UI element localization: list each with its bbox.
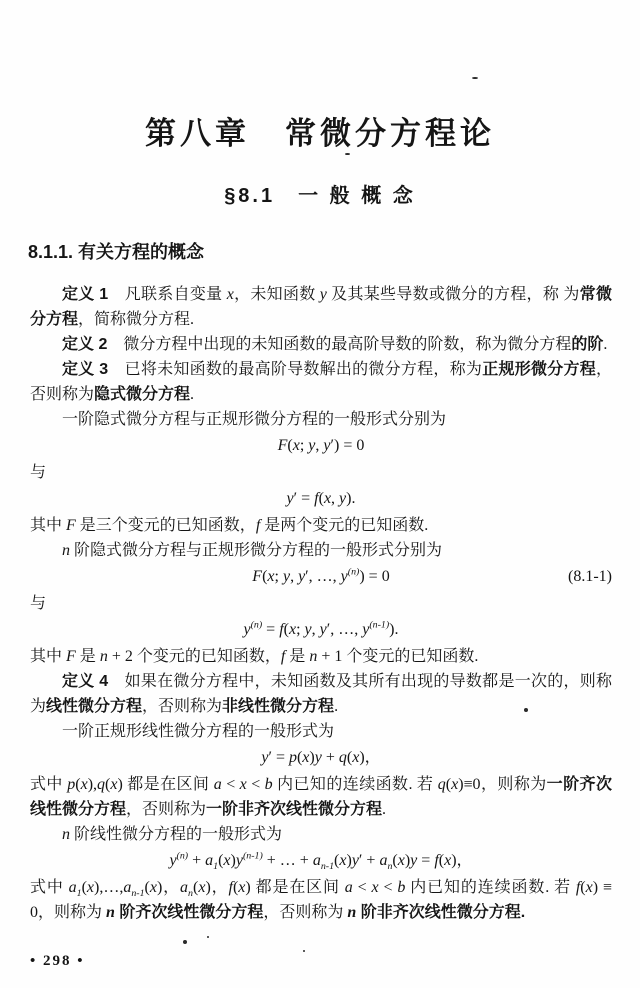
equation-number: (8.1-1): [568, 568, 612, 585]
text-segment: n-1: [320, 861, 335, 873]
text-segment: 微分方程.: [456, 904, 526, 921]
text-segment: <: [246, 776, 265, 793]
text-segment: ,: [331, 490, 340, 507]
text-segment: f: [434, 852, 439, 869]
text-segment: x: [238, 879, 246, 896]
text-segment: (: [283, 621, 289, 638]
text-segment: 一阶齐次线性微分方程: [30, 776, 612, 818]
text-segment: a: [123, 879, 132, 896]
text-segment: (: [75, 776, 81, 793]
text-segment: )，: [205, 879, 229, 896]
chapter-title: 第八章 常微分方程论: [145, 116, 495, 151]
text-segment: 是: [285, 648, 310, 665]
text-segment: ，否则称为: [126, 801, 207, 818]
text-paragraph: [30, 772, 612, 822]
text-segment: 微分方程中出现的未知函数的最高阶导数的阶数，称为微分方程: [107, 336, 572, 353]
scan-artifact: [472, 77, 478, 79]
text-segment: y: [298, 568, 306, 585]
text-segment: (: [334, 852, 340, 869]
text-segment: x: [198, 879, 206, 896]
text-segment: 1: [76, 888, 82, 900]
text-segment: 已将未知函数的最高阶导数解出的微分方程，称为: [108, 361, 483, 378]
text-segment: 定义 4: [62, 673, 109, 690]
text-segment: ′ +: [358, 852, 380, 869]
text-segment: 与: [30, 464, 47, 481]
text-segment: ).: [389, 621, 399, 638]
text-segment: x: [302, 749, 310, 766]
text-segment: F: [66, 648, 76, 665]
text-segment: )，: [156, 879, 181, 896]
text-segment: n: [62, 826, 70, 843]
text-paragraph: [30, 822, 612, 847]
text-segment: ) 都是在区间: [117, 776, 214, 793]
text-segment: x: [585, 879, 593, 896]
text-segment: x: [149, 879, 157, 896]
text-segment: ，否则称为: [263, 904, 348, 921]
text-segment: +: [188, 852, 206, 869]
text-segment: y: [410, 852, 418, 869]
scan-artifact: [524, 708, 528, 712]
text-segment: f: [280, 648, 286, 665]
text-segment: y: [323, 437, 331, 454]
text-segment: 其中: [30, 648, 67, 665]
text-segment: (: [580, 879, 586, 896]
text-segment: 线性微分方程: [46, 698, 143, 715]
text-segment: + 1 个变元的已知函数.: [317, 648, 479, 665]
text-segment: .: [603, 336, 608, 353]
text-segment: ，未知函数: [233, 286, 320, 303]
text-segment: ′, …,: [326, 621, 363, 638]
text-segment: ),…,: [94, 879, 124, 896]
text-segment: x: [86, 879, 94, 896]
text-segment: 其中: [30, 517, 67, 534]
text-segment: x: [223, 852, 231, 869]
text-segment: =: [262, 621, 280, 638]
text-segment: ′) = 0: [330, 437, 365, 454]
equation-line: [30, 485, 612, 513]
text-segment: x: [352, 749, 360, 766]
text-segment: ;: [299, 437, 309, 454]
text-segment: f: [228, 879, 233, 896]
text-segment: 常微分方程: [30, 286, 612, 328]
text-paragraph: [30, 332, 612, 357]
text-segment: q: [97, 776, 106, 793]
text-segment: (n-1): [369, 619, 390, 631]
text-segment: 的阶: [571, 336, 604, 353]
text-segment: 定义 3: [62, 361, 109, 378]
text-segment: ): [346, 852, 352, 869]
text-paragraph: [30, 460, 612, 485]
text-segment: x: [292, 437, 300, 454]
text-segment: (n-1): [242, 850, 263, 862]
text-segment: q: [437, 776, 446, 793]
text-segment: ),: [87, 776, 98, 793]
text-segment: f: [575, 879, 581, 896]
text-segment: (: [144, 879, 150, 896]
equation-line: [30, 847, 612, 875]
scan-artifact: [345, 153, 350, 155]
text-segment: b: [264, 776, 273, 793]
text-segment: 非线性微分方程: [222, 698, 335, 715]
text-segment: 及其某些导数或微分的方程，称 为: [326, 286, 580, 303]
text-segment: .: [190, 386, 195, 403]
text-segment: f: [314, 490, 319, 507]
text-segment: + 2 个变元的已知函数，: [107, 648, 281, 665]
text-segment: f: [279, 621, 284, 638]
text-paragraph: [30, 538, 612, 563]
text-segment: 一阶隐式微分方程与正规形微分方程的一般形式分别为: [62, 411, 447, 428]
text-segment: y: [286, 490, 294, 507]
text-segment: 阶非齐次线性: [356, 904, 457, 921]
text-paragraph: [30, 513, 612, 538]
text-segment: a: [68, 879, 77, 896]
text-segment: 正规形微分方程: [482, 361, 596, 378]
text-segment: (: [445, 776, 452, 793]
text-segment: (: [438, 852, 445, 869]
text-segment: (: [262, 568, 268, 585]
text-segment: )≡0，则: [458, 776, 514, 793]
text-segment: F: [252, 568, 263, 585]
text-segment: y: [351, 852, 359, 869]
text-segment: ′ =: [268, 749, 289, 766]
text-segment: =: [417, 852, 435, 869]
text-segment: (: [193, 879, 199, 896]
text-segment: x: [444, 852, 452, 869]
text-segment: n-1: [131, 888, 145, 900]
text-segment: x: [267, 568, 275, 585]
text-paragraph: [30, 407, 612, 432]
equation-line: [30, 432, 612, 460]
text-segment: 是两个变元的已知函数.: [260, 517, 429, 534]
text-paragraph: [30, 875, 612, 925]
text-segment: ,: [315, 437, 324, 454]
equation-line: [30, 616, 612, 644]
text-segment: a: [344, 879, 353, 896]
text-segment: ，否则称为: [30, 361, 612, 403]
text-segment: ): [309, 749, 315, 766]
text-segment: (n): [347, 566, 360, 578]
text-paragraph: [30, 644, 612, 669]
page-body: [30, 282, 612, 925]
text-segment: <: [378, 879, 398, 896]
text-segment: ): [230, 852, 236, 869]
text-segment: 阶齐次线性微分方程: [114, 904, 264, 921]
text-segment: ，简称微分方程.: [78, 311, 195, 328]
text-segment: +: [321, 749, 339, 766]
text-segment: n: [106, 904, 115, 921]
text-segment: 称为: [513, 776, 547, 793]
text-segment: 定义 1: [62, 286, 109, 303]
text-segment: 一阶正规形线性微分方程的一般形式为: [62, 723, 335, 740]
text-segment: 如果在微分方程中，未知函数及其所有出现的导数都是一次的，则: [108, 673, 596, 690]
text-segment: y: [169, 852, 177, 869]
text-segment: ).: [346, 490, 356, 507]
text-segment: + … +: [262, 852, 313, 869]
text-paragraph: [30, 719, 612, 744]
text-segment: y: [314, 749, 322, 766]
text-segment: ) ≡ 0，则称为: [30, 879, 612, 921]
text-segment: 内已知的连续: [405, 879, 512, 896]
text-segment: ,: [311, 621, 320, 638]
text-segment: 称为: [30, 673, 612, 715]
text-segment: 一阶非齐次线性微分方程: [206, 801, 383, 818]
text-segment: <: [352, 879, 372, 896]
text-segment: x: [239, 776, 247, 793]
text-segment: a: [379, 852, 388, 869]
text-segment: 隐式微分方程: [94, 386, 191, 403]
text-segment: y: [319, 286, 327, 303]
text-segment: q: [338, 749, 347, 766]
text-segment: n: [387, 861, 393, 873]
text-segment: n: [99, 648, 108, 665]
text-segment: ) 都是在区间: [245, 879, 345, 896]
text-segment: 1: [213, 861, 219, 873]
text-segment: y: [243, 621, 251, 638]
text-segment: (: [218, 852, 224, 869]
text-segment: )，: [359, 749, 381, 766]
text-segment: ′ =: [293, 490, 315, 507]
text-segment: F: [277, 437, 288, 454]
text-segment: 是三个变元的已知函数，: [75, 517, 256, 534]
text-segment: (: [287, 437, 293, 454]
text-segment: n: [188, 888, 193, 900]
text-segment: f: [255, 517, 261, 534]
text-segment: (: [318, 490, 324, 507]
text-segment: .: [382, 801, 387, 818]
text-segment: a: [213, 776, 222, 793]
text-segment: n: [347, 904, 357, 921]
text-segment: x: [80, 776, 88, 793]
text-segment: n: [309, 648, 318, 665]
scan-artifact: [207, 936, 209, 938]
text-segment: 是: [75, 648, 100, 665]
text-segment: y: [319, 621, 327, 638]
section-title: §8.1 一 般 概 念: [224, 185, 416, 207]
text-segment: ;: [296, 621, 305, 638]
text-segment: y: [261, 749, 269, 766]
equation-line: [30, 744, 612, 772]
text-segment: ): [404, 852, 411, 869]
text-segment: 与: [30, 595, 47, 612]
text-segment: ，否则称为: [142, 698, 223, 715]
text-segment: 式中: [30, 776, 68, 793]
text-segment: y: [308, 437, 316, 454]
page-number: • 298 •: [30, 953, 85, 969]
text-segment: 定义 2: [62, 336, 108, 353]
text-segment: ,: [290, 568, 299, 585]
text-segment: x: [339, 852, 347, 869]
text-segment: (: [346, 749, 353, 766]
text-segment: 阶隐式微分方程与正规形微分方程的一般形式分别为: [70, 542, 443, 559]
text-segment: y: [235, 852, 243, 869]
text-segment: x: [397, 852, 405, 869]
text-segment: n: [62, 542, 70, 559]
text-segment: (n): [250, 619, 263, 631]
text-segment: (: [81, 879, 87, 896]
text-segment: )，: [451, 852, 473, 869]
text-paragraph: [30, 357, 612, 407]
scan-artifact: [303, 950, 305, 952]
text-paragraph: [30, 591, 612, 616]
text-segment: 内已知的连续函数. 若: [272, 776, 438, 793]
text-segment: a: [312, 852, 321, 869]
text-segment: y: [304, 621, 312, 638]
text-segment: y: [339, 490, 347, 507]
text-segment: a: [180, 879, 189, 896]
equation-line: [30, 563, 612, 591]
text-segment: x: [323, 490, 332, 507]
text-segment: p: [67, 776, 76, 793]
text-segment: y: [362, 621, 370, 638]
text-segment: p: [288, 749, 297, 766]
text-segment: b: [397, 879, 406, 896]
text-segment: (: [392, 852, 398, 869]
text-segment: (: [232, 879, 239, 896]
text-segment: <: [221, 776, 240, 793]
text-segment: y: [340, 568, 348, 585]
text-segment: ′, …,: [305, 568, 341, 585]
text-segment: 函数. 若: [511, 879, 576, 896]
text-segment: 凡联系自变量: [108, 286, 227, 303]
text-segment: (n): [176, 850, 189, 862]
text-paragraph: [30, 282, 612, 332]
text-segment: x: [451, 776, 459, 793]
text-segment: .: [334, 698, 339, 715]
scan-artifact: [183, 940, 187, 944]
text-segment: (: [105, 776, 111, 793]
text-segment: 式中: [30, 879, 69, 896]
text-segment: 阶线性微分方程的一般形式为: [70, 826, 283, 843]
text-segment: ) = 0: [359, 568, 390, 585]
text-segment: a: [205, 852, 214, 869]
text-segment: x: [110, 776, 118, 793]
text-segment: y: [282, 568, 291, 585]
text-segment: x: [371, 879, 379, 896]
text-segment: x: [288, 621, 297, 638]
text-segment: (: [296, 749, 303, 766]
text-segment: ;: [274, 568, 283, 585]
text-segment: x: [226, 286, 234, 303]
text-segment: F: [66, 517, 76, 534]
subsection-title: 8.1.1. 有关方程的概念: [28, 242, 205, 262]
